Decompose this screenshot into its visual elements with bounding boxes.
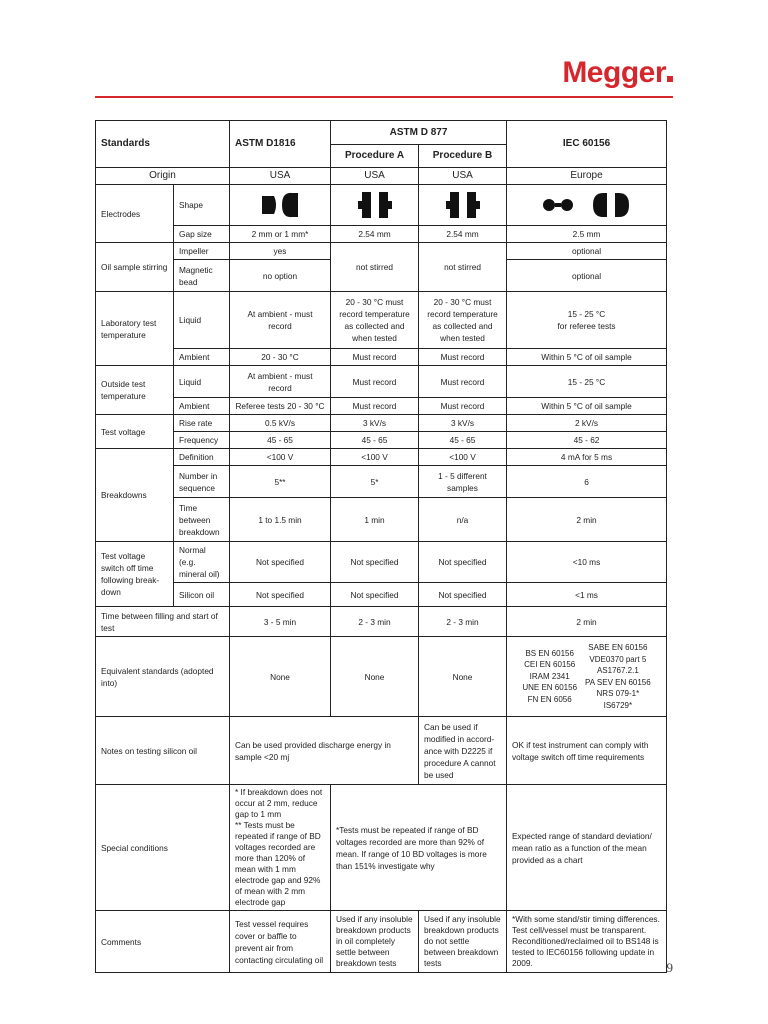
freq-d1816: 45 - 65	[230, 432, 331, 449]
num-d1816: 5**	[230, 466, 331, 498]
outside-ambient-label: Ambient	[174, 398, 230, 415]
num-proc-b: 1 - 5 different samples	[419, 466, 507, 498]
outside-ambient-d1816: Referee tests 20 - 30 °C	[230, 398, 331, 415]
normal-proc-b: Not specified	[419, 542, 507, 583]
frequency-label: Frequency	[174, 432, 230, 449]
header-astm-d1816: ASTM D1816	[230, 121, 331, 168]
rise-proc-a: 3 kV/s	[331, 415, 419, 432]
silicon-proc-a: Not specified	[331, 583, 419, 607]
freq-iec: 45 - 62	[507, 432, 667, 449]
outside-liquid-iec: 15 - 25 °C	[507, 366, 667, 398]
magnetic-bead-label: Magnetic bead	[174, 260, 230, 292]
outside-liquid-proc-b: Must record	[419, 366, 507, 398]
silicon-proc-b: Not specified	[419, 583, 507, 607]
special-conditions-label: Special conditions	[96, 785, 230, 911]
rise-proc-b: 3 kV/s	[419, 415, 507, 432]
comments-label: Comments	[96, 911, 230, 973]
stirring-label: Oil sample stirring	[96, 243, 174, 292]
filling-proc-b: 2 - 3 min	[419, 607, 507, 637]
comments-proc-b: Used if any insoluble breakdown products do not settle between breakdown tests	[419, 911, 507, 973]
time-d1816: 1 to 1.5 min	[230, 498, 331, 542]
lab-liquid-label: Liquid	[174, 292, 230, 349]
outside-temp-label: Outside test temperature	[96, 366, 174, 415]
silicon-notes-proc-b: Can be used if modified in accord-ance with D2225 if procedure A cannot be used	[419, 717, 507, 785]
equivalent-d1816: None	[230, 637, 331, 717]
gap-proc-a: 2.54 mm	[331, 226, 419, 243]
filling-iec: 2 min	[507, 607, 667, 637]
equivalent-iec	[507, 637, 667, 717]
mushroom-electrodes-icon	[260, 190, 300, 220]
page-number: 9	[666, 960, 673, 975]
origin-iec: Europe	[507, 168, 667, 185]
origin-d1816: USA	[230, 168, 331, 185]
impeller-label: Impeller	[174, 243, 230, 260]
outside-liquid-d1816: At ambient - must record	[230, 366, 331, 398]
normal-proc-a: Not specified	[331, 542, 419, 583]
normal-iec: <10 ms	[507, 542, 667, 583]
lab-ambient-proc-a: Must record	[331, 349, 419, 366]
header-astm-d877: ASTM D 877	[331, 121, 507, 145]
impeller-d1816: yes	[230, 243, 331, 260]
equivalent-standards-label: Equivalent standards (adopted into)	[96, 637, 230, 717]
shape-d1816	[230, 185, 331, 226]
num-proc-a: 5*	[331, 466, 419, 498]
spherical-electrodes-icon	[541, 190, 633, 220]
freq-proc-b: 45 - 65	[419, 432, 507, 449]
header-rule	[95, 96, 673, 98]
silicon-notes-d1816-proc-a: Can be used provided discharge energy in sample <20 mj	[230, 717, 419, 785]
silicon-oil-label: Silicon oil	[174, 583, 230, 607]
lab-ambient-iec: Within 5 °C of oil sample	[507, 349, 667, 366]
time-iec: 2 min	[507, 498, 667, 542]
gap-proc-b: 2.54 mm	[419, 226, 507, 243]
rise-d1816: 0.5 kV/s	[230, 415, 331, 432]
shape-iec	[507, 185, 667, 226]
gap-size-label: Gap size	[174, 226, 230, 243]
stirring-proc-b: not stirred	[419, 243, 507, 292]
def-iec: 4 mA for 5 ms	[507, 449, 667, 466]
gap-iec: 2.5 mm	[507, 226, 667, 243]
normal-oil-label: Normal (e.g. mineral oil)	[174, 542, 230, 583]
standards-comparison-table	[95, 120, 667, 973]
equivalent-proc-b: None	[419, 637, 507, 717]
lab-ambient-d1816: 20 - 30 °C	[230, 349, 331, 366]
equivalent-proc-a: None	[331, 637, 419, 717]
time-proc-a: 1 min	[331, 498, 419, 542]
origin-proc-b: USA	[419, 168, 507, 185]
header-procedure-a: Procedure A	[331, 145, 419, 168]
switch-off-label: Test voltage switch off time following break-down	[96, 542, 174, 607]
magnetic-iec: optional	[507, 260, 667, 292]
definition-label: Definition	[174, 449, 230, 466]
num-iec: 6	[507, 466, 667, 498]
origin-label: Origin	[96, 168, 230, 185]
outside-ambient-iec: Within 5 °C of oil sample	[507, 398, 667, 415]
disc-electrodes-icon	[446, 190, 480, 220]
lab-temp-label: Laboratory test temperature	[96, 292, 174, 366]
rise-rate-label: Rise rate	[174, 415, 230, 432]
def-d1816: <100 V	[230, 449, 331, 466]
filling-time-label: Time between filling and start of test	[96, 607, 230, 637]
freq-proc-a: 45 - 65	[331, 432, 419, 449]
header-iec-60156: IEC 60156	[507, 121, 667, 168]
comments-d1816: Test vessel requires cover or baffle to prevent air from contacting circulating oil	[230, 911, 331, 973]
shape-proc-b	[419, 185, 507, 226]
header-standards: Standards	[96, 121, 230, 168]
origin-proc-a: USA	[331, 168, 419, 185]
def-proc-a: <100 V	[331, 449, 419, 466]
outside-ambient-proc-b: Must record	[419, 398, 507, 415]
special-iec: Expected range of standard deviation/ mean ratio as a function of the mean provided as a chart	[507, 785, 667, 911]
impeller-iec: optional	[507, 243, 667, 260]
comments-iec: *With some stand/stir timing differences. Test cell/vessel must be transparent. Reconditioned/reclaimed oil to BS148 is tested to IEC60156 following update in 2009.	[507, 911, 667, 973]
silicon-iec: <1 ms	[507, 583, 667, 607]
header-procedure-b: Procedure B	[419, 145, 507, 168]
special-d877: *Tests must be repeated if range of BD voltages recorded are more than 92% of mean. If range of 10 BD voltages is more than 151% investigate why	[331, 785, 507, 911]
silicon-notes-iec: OK if test instrument can comply with voltage switch off time requirements	[507, 717, 667, 785]
equivalent-iec-left-list: BS EN 60156 CEI EN 60156 IRAM 2341 UNE EN 60156 FN EN 6056	[522, 648, 578, 704]
lab-liquid-proc-b: 20 - 30 °C must record temperature as collected and when tested	[419, 292, 507, 349]
disc-electrodes-icon	[358, 190, 392, 220]
number-in-sequence-label: Number in sequence	[174, 466, 230, 498]
filling-proc-a: 2 - 3 min	[331, 607, 419, 637]
outside-ambient-proc-a: Must record	[331, 398, 419, 415]
silicon-d1816: Not specified	[230, 583, 331, 607]
outside-liquid-proc-a: Must record	[331, 366, 419, 398]
time-between-label: Time between breakdown	[174, 498, 230, 542]
gap-d1816: 2 mm or 1 mm*	[230, 226, 331, 243]
test-voltage-label: Test voltage	[96, 415, 174, 449]
stirring-proc-a: not stirred	[331, 243, 419, 292]
shape-proc-a	[331, 185, 419, 226]
electrodes-shape-label: Shape	[174, 185, 230, 226]
lab-liquid-iec: 15 - 25 °C for referee tests	[507, 292, 667, 349]
lab-liquid-d1816: At ambient - must record	[230, 292, 331, 349]
breakdowns-label: Breakdowns	[96, 449, 174, 542]
filling-d1816: 3 - 5 min	[230, 607, 331, 637]
magnetic-d1816: no option	[230, 260, 331, 292]
lab-ambient-label: Ambient	[174, 349, 230, 366]
megger-logo: Megger	[562, 56, 673, 90]
time-proc-b: n/a	[419, 498, 507, 542]
normal-d1816: Not specified	[230, 542, 331, 583]
def-proc-b: <100 V	[419, 449, 507, 466]
rise-iec: 2 kV/s	[507, 415, 667, 432]
equivalent-iec-right-list: SABE EN 60156 VDE0370 part 5 AS1767.2.1 PA SEV EN 60156 NRS 079-1* IS6729*	[585, 643, 651, 710]
lab-ambient-proc-b: Must record	[419, 349, 507, 366]
comments-proc-a: Used if any insoluble breakdown products in oil completely settle between breakdown tests	[331, 911, 419, 973]
electrodes-label: Electrodes	[96, 185, 174, 243]
outside-liquid-label: Liquid	[174, 366, 230, 398]
lab-liquid-proc-a: 20 - 30 °C must record temperature as collected and when tested	[331, 292, 419, 349]
special-d1816: * If breakdown does not occur at 2 mm, reduce gap to 1 mm ** Tests must be repeated if range of BD voltages recorded are more than 120% of mean with 1 mm electrode gap and 92% of mean with 2 mm electrode gap	[230, 785, 331, 911]
silicon-notes-label: Notes on testing silicon oil	[96, 717, 230, 785]
